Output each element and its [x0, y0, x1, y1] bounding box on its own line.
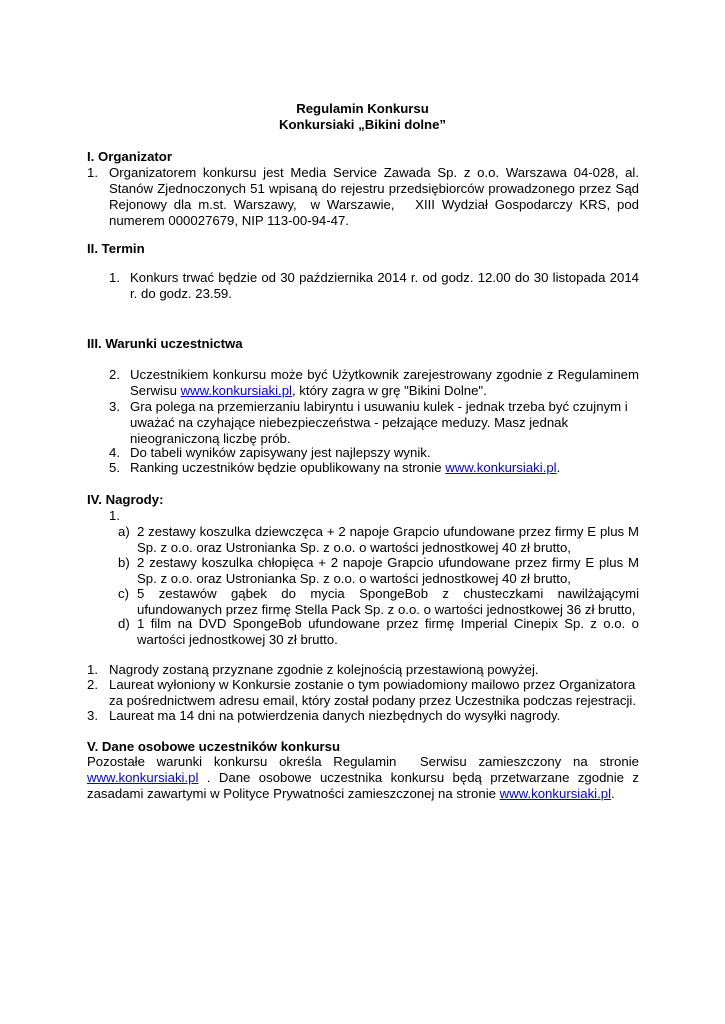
section-heading-organizer: I. Organizator — [87, 149, 172, 164]
website-link[interactable]: www.konkursiaki.pl — [499, 786, 612, 801]
list-letter: c) — [118, 586, 129, 601]
document-title: Regulamin Konkursu — [296, 101, 429, 116]
text-part: . Dane osobowe uczestnika konkursu będą przetwarzane zgodnie z zasadami zawartymi w Polityce Prywatności zamieszczonej na stronie — [87, 770, 643, 801]
term-text: Konkurs trwać będzie od 30 października 2014 r. od godz. 12.00 do 30 listopada 2014 r. do godz. 23.59. — [130, 270, 639, 301]
list-number: 3. — [87, 708, 98, 723]
prize-rule-text-3: Laureat ma 14 dni na potwierdzenia danych niezbędnych do wysyłki nagrody. — [109, 708, 561, 723]
prize-item-d — [118, 616, 639, 648]
list-number: 2. — [109, 367, 120, 382]
conditions-item-2 — [109, 367, 639, 399]
prize-item-c — [118, 586, 639, 618]
website-link[interactable]: www.konkursiaki.pl — [445, 460, 557, 475]
list-number: 5. — [109, 460, 120, 475]
website-link[interactable]: www.konkursiaki.pl — [180, 383, 292, 398]
prize-text-a: 2 zestawy koszulka dziewczęca + 2 napoje Grapcio ufundowane przez firmy E plus M Sp. z o.o. oraz Ustronianka Sp. z o.o. o wartości jednostkowej 40 zł brutto, — [137, 524, 639, 555]
organizer-text: Organizatorem konkursu jest Media Service Zawada Sp. z o.o. Warszawa 04-028, al. Stanów Zjednoczonych 51 wpisaną do rejestru przedsiębiorców prowadzonego przez Sąd Rejonowy dla m.st. Warszawy, w Warszawie, XIII Wydział Gospodarczy KRS, pod numerem 000027679, NIP 113-00-94-47. — [109, 165, 643, 228]
list-letter: a) — [118, 524, 130, 539]
prize-rule-text-1: Nagrody zostaną przyznane zgodnie z kolejnością przestawioną powyżej. — [109, 662, 539, 677]
prize-text-c: 5 zestawów gąbek do mycia SpongeBob z chusteczkami nawilżającymi ufundowanych przez firmę Stella Pack Sp. z o.o. o wartości jednostkowej 36 zł brutto, — [137, 586, 639, 617]
list-number: 3. — [109, 399, 120, 414]
list-letter: b) — [118, 555, 130, 570]
website-link[interactable]: www.konkursiaki.pl — [87, 770, 199, 785]
prize-item-b — [118, 555, 639, 587]
prize-rule-text-2: Laureat wyłoniony w Konkursie zostanie o tym powiadomiony mailowo przez Organizatora za pośrednictwem adresu email, który został podany przez Uczestnika podczas rejestracji. — [109, 677, 636, 708]
conditions-text-2 — [130, 367, 639, 399]
document-subtitle: Konkursiaki „Bikini dolne” — [278, 117, 447, 132]
list-letter: d) — [118, 616, 130, 631]
list-number: 2. — [87, 677, 98, 692]
list-number: 1. — [87, 662, 98, 677]
list-number: 1. — [87, 165, 98, 180]
prize-item-a — [118, 524, 639, 556]
text-part: Ranking uczestników będzie opublikowany na stronie — [130, 460, 446, 475]
prize-text-d: 1 film na DVD SpongeBob ufundowane przez firmę Imperial Cinepix Sp. z o.o. o wartości jednostkowej 30 zł brutto. — [137, 616, 639, 647]
prize-rule-1 — [87, 662, 639, 678]
prize-rule-3 — [87, 708, 639, 724]
text-part: . — [611, 786, 615, 801]
term-item-1 — [109, 270, 639, 302]
text-part: , który zagra w grę "Bikini Dolne". — [291, 383, 487, 398]
personal-data-paragraph — [87, 754, 643, 802]
section-heading-prizes: IV. Nagrody: — [87, 492, 164, 507]
prize-text-b: 2 zestawy koszulka chłopięca + 2 napoje Grapcio ufundowane przez firmy E plus M Sp. z o.o. oraz Ustronianka Sp. z o.o. o wartości jednostkowej 40 zł brutto, — [137, 555, 639, 586]
list-number: 1. — [109, 508, 120, 523]
organizer-item-1 — [87, 165, 643, 229]
prize-rule-2 — [87, 677, 639, 709]
conditions-text-3: Gra polega na przemierzaniu labiryntu i usuwaniu kulek - jednak trzeba być czujnym i uważać na czyhające niebezpieczeństwa - pełzające meduzy. Masz jednak nieograniczoną liczbę prób. — [130, 399, 628, 446]
section-heading-conditions: III. Warunki uczestnictwa — [87, 336, 243, 351]
conditions-item-4 — [109, 445, 639, 461]
section-heading-personal-data: V. Dane osobowe uczestników konkursu — [87, 739, 341, 754]
text-part: Uczestnikiem konkursu może być Użytkownik zarejestrowany zgodnie z Regulaminem Serwisu — [130, 367, 639, 398]
text-part: Pozostałe warunki konkursu określa Regulamin Serwisu zamieszczony na stronie — [87, 754, 643, 769]
list-number: 4. — [109, 445, 120, 460]
text-part: . — [556, 460, 561, 475]
conditions-item-5 — [109, 460, 639, 476]
section-heading-term: II. Termin — [87, 241, 145, 256]
conditions-item-3 — [109, 399, 639, 447]
conditions-text-5 — [130, 460, 639, 476]
list-number: 1. — [109, 270, 120, 285]
conditions-text-4: Do tabeli wyników zapisywany jest najlepszy wynik. — [130, 445, 431, 460]
